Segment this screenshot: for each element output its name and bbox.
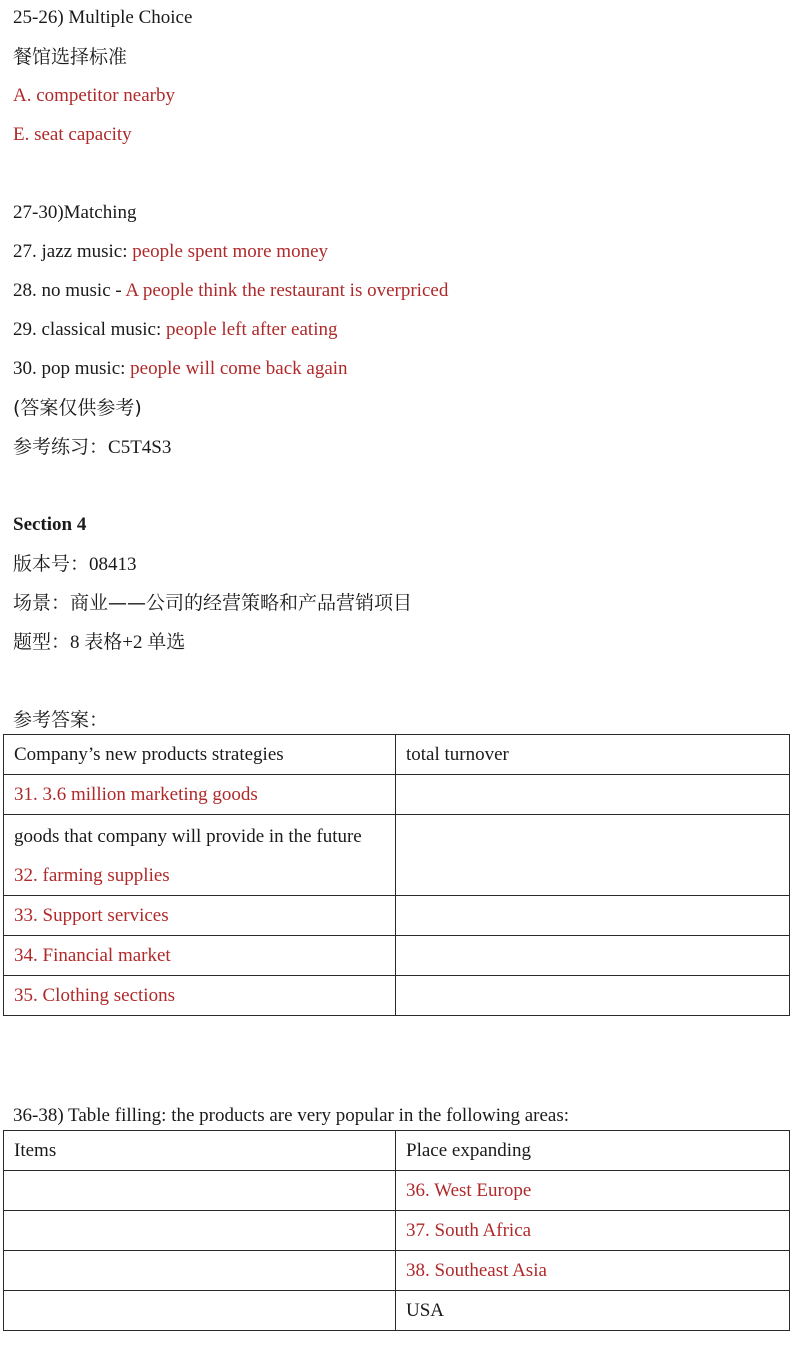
mc-header: 25-26) Multiple Choice xyxy=(13,7,193,28)
table-cell: 31. 3.6 million marketing goods xyxy=(4,775,396,815)
matching-item-30 xyxy=(13,357,348,381)
question-type-line xyxy=(13,630,185,655)
table-cell: 35. Clothing sections xyxy=(4,976,396,1016)
table-cell xyxy=(396,976,790,1016)
practice-value: C5T4S3 xyxy=(108,437,172,458)
type-num-1: 8 xyxy=(70,632,80,653)
mc-answer-e: E. seat capacity xyxy=(13,124,132,145)
matching-header: 27-30)Matching xyxy=(13,202,137,223)
table-row xyxy=(4,815,790,896)
matching-question: 28. no music - xyxy=(13,280,126,301)
answer-note: (答案仅供参考) xyxy=(13,397,142,419)
type-text-2: 单选 xyxy=(147,631,186,653)
table-row xyxy=(4,896,790,936)
matching-item-29 xyxy=(13,318,337,342)
version-value: 08413 xyxy=(89,554,137,575)
table-row xyxy=(4,1211,790,1251)
table-cell: 34. Financial market xyxy=(4,936,396,976)
table-header-cell: Place expanding xyxy=(396,1131,790,1171)
answer-32: 32. farming supplies xyxy=(14,865,170,886)
practice-label: 参考练习： xyxy=(13,436,109,458)
areas-table xyxy=(3,1130,790,1331)
table-cell: 36. West Europe xyxy=(396,1171,790,1211)
table-cell xyxy=(4,1291,396,1331)
table-cell: 38. Southeast Asia xyxy=(396,1251,790,1291)
matching-item-28 xyxy=(13,279,448,303)
table-cell xyxy=(396,775,790,815)
table-row xyxy=(4,735,790,775)
type-label: 题型： xyxy=(13,631,71,653)
matching-question: 30. pop music: xyxy=(13,358,131,379)
matching-answer: people spent more money xyxy=(132,241,329,262)
matching-answer: A people think the restaurant is overpriced xyxy=(125,280,449,301)
matching-question: 27. jazz music: xyxy=(13,241,133,262)
table-cell xyxy=(396,936,790,976)
type-num-2: +2 xyxy=(122,632,143,653)
table-cell xyxy=(396,896,790,936)
mc-subtitle: 餐馆选择标准 xyxy=(13,46,128,68)
table-cell: 37. South Africa xyxy=(396,1211,790,1251)
matching-item-27 xyxy=(13,240,328,264)
table-cell xyxy=(4,1211,396,1251)
scene-line: 场景：商业——公司的经营策略和产品营销项目 xyxy=(13,592,413,614)
table-cell xyxy=(4,1251,396,1291)
table-header-cell: Company’s new products strategies xyxy=(4,735,396,775)
table-row xyxy=(4,1131,790,1171)
table-header-cell: Items xyxy=(4,1131,396,1171)
table-cell xyxy=(4,815,396,896)
version-label: 版本号： xyxy=(13,553,90,575)
table-row xyxy=(4,1171,790,1211)
table-row xyxy=(4,775,790,815)
version-line xyxy=(13,552,137,577)
strategies-table xyxy=(3,734,790,1016)
table-row xyxy=(4,936,790,976)
matching-answer: people will come back again xyxy=(130,358,348,379)
matching-answer: people left after eating xyxy=(166,319,338,340)
table-filling-caption: 36-38) Table filling: the products are very popular in the following areas: xyxy=(13,1105,570,1126)
table-row xyxy=(4,1291,790,1331)
table-header-cell: total turnover xyxy=(396,735,790,775)
practice-reference xyxy=(13,435,171,460)
table-cell xyxy=(4,1171,396,1211)
table-cell xyxy=(396,815,790,896)
reference-answers-label: 参考答案： xyxy=(13,709,109,731)
type-text-1: 表格 xyxy=(84,631,123,653)
table-cell: USA xyxy=(396,1291,790,1331)
section-title: Section 4 xyxy=(13,514,87,535)
table-row xyxy=(4,976,790,1016)
matching-question: 29. classical music: xyxy=(13,319,167,340)
mc-answer-a: A. competitor nearby xyxy=(13,85,175,106)
table-cell: 33. Support services xyxy=(4,896,396,936)
goods-description: goods that company will provide in the future xyxy=(14,826,362,847)
table-row xyxy=(4,1251,790,1291)
